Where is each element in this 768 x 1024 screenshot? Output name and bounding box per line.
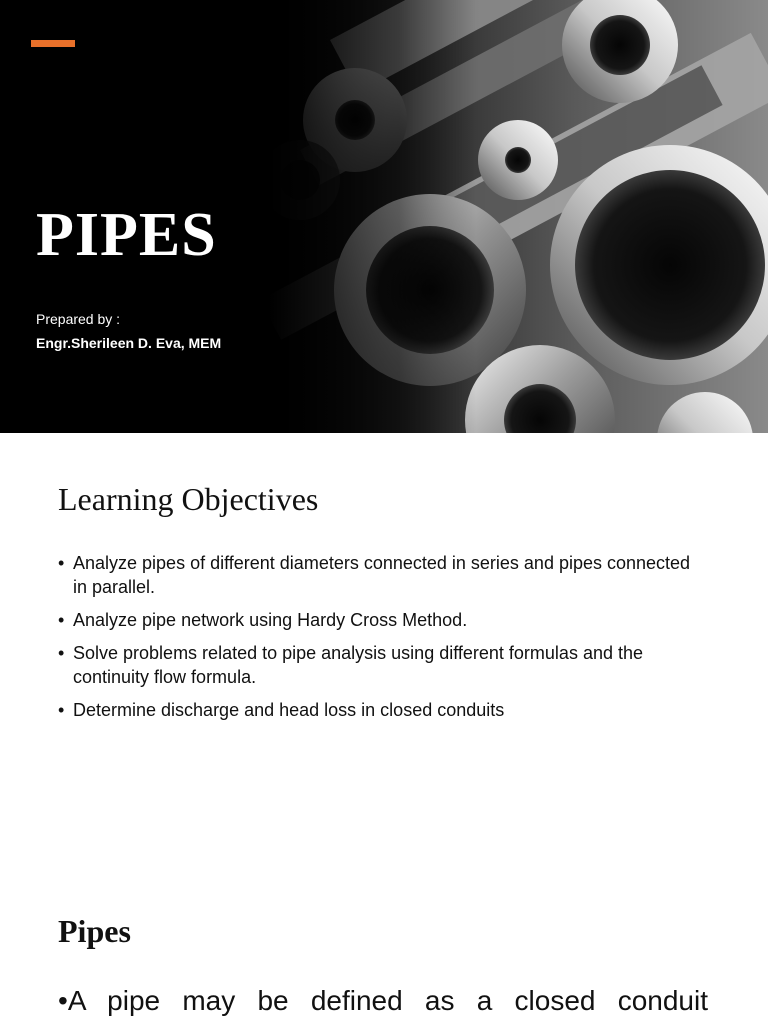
bullet-icon: • <box>58 553 65 573</box>
title-slide <box>0 0 768 433</box>
objective-text: Determine discharge and head loss in closed conduits <box>73 700 505 720</box>
objective-item <box>58 641 708 689</box>
objective-item <box>58 698 708 722</box>
learning-objectives-slide <box>0 433 768 873</box>
objective-text: Solve problems related to pipe analysis using different formulas and the continuity flow formula. <box>73 643 643 687</box>
objective-text: Analyze pipe network using Hardy Cross Method. <box>73 610 468 630</box>
objectives-heading: Learning Objectives <box>58 481 319 517</box>
bullet-icon: • <box>58 643 65 663</box>
author-name: Engr.Sherileen D. Eva, MEM <box>36 335 222 351</box>
bullet-icon: • <box>58 700 65 720</box>
pipes-heading: Pipes <box>58 913 131 949</box>
bullet-icon: • <box>58 610 65 630</box>
objective-item <box>58 608 708 632</box>
objectives-list <box>58 551 708 731</box>
accent-bar <box>31 40 75 47</box>
pipes-definition-text: A pipe may be defined as a closed conduit <box>67 985 708 1016</box>
pipes-slide <box>0 873 768 1024</box>
bullet-icon: • <box>58 985 68 1016</box>
objective-text: Analyze pipes of different diameters connected in series and pipes connected in parallel. <box>73 553 691 597</box>
slide-title: PIPES <box>36 201 217 269</box>
objective-item <box>58 551 708 599</box>
prepared-by-label: Prepared by : <box>36 311 121 327</box>
pipes-definition <box>58 981 708 1021</box>
